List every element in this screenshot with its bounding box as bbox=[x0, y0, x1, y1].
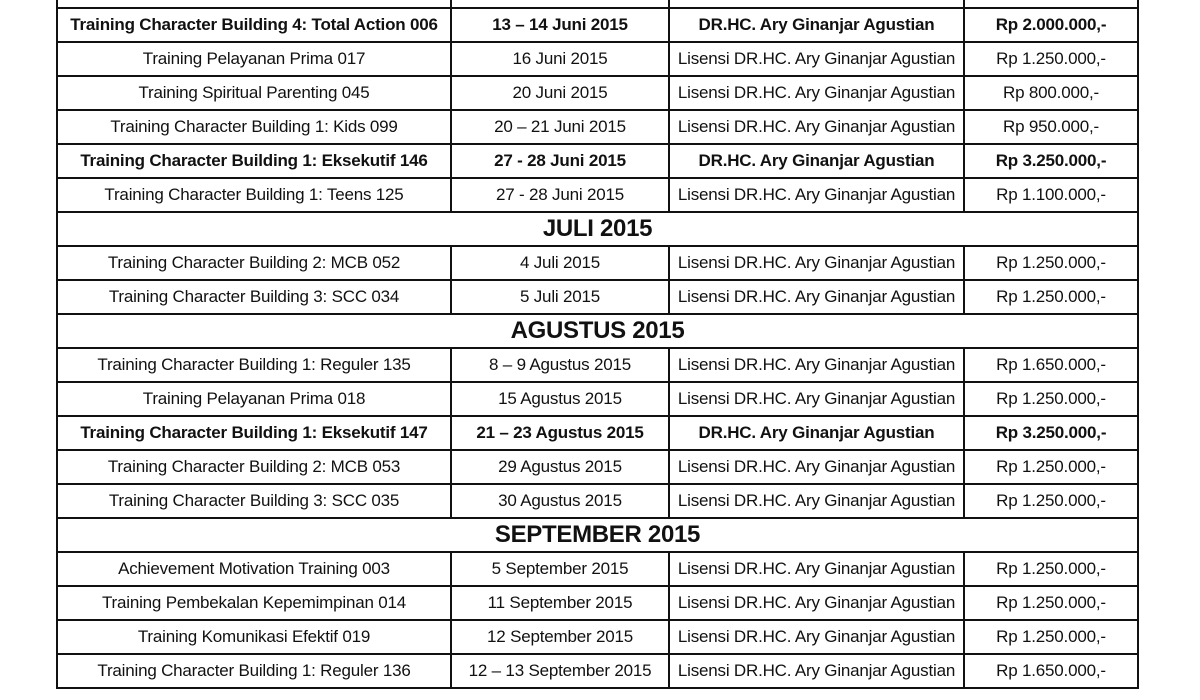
training-date-cell: 29 Agustus 2015 bbox=[451, 450, 669, 484]
training-name-cell: Training Character Building 2: MCB 052 bbox=[57, 246, 451, 280]
table-row bbox=[57, 110, 1138, 144]
trainer-cell: Lisensi DR.HC. Ary Ginanjar Agustian bbox=[669, 654, 964, 688]
trainer-cell: Lisensi DR.HC. Ary Ginanjar Agustian bbox=[669, 76, 964, 110]
price-cell: Rp 2.000.000,- bbox=[964, 8, 1138, 42]
trainer-cell: DR.HC. Ary Ginanjar Agustian bbox=[669, 416, 964, 450]
trainer-cell: DR.HC. Ary Ginanjar Agustian bbox=[669, 8, 964, 42]
table-row bbox=[57, 552, 1138, 586]
training-date-cell: 30 Agustus 2015 bbox=[451, 484, 669, 518]
training-name-cell: Training Pelayanan Prima 018 bbox=[57, 382, 451, 416]
price-cell: Rp 1.250.000,- bbox=[964, 382, 1138, 416]
training-name-cell: Training Character Building 3: SCC 034 bbox=[57, 280, 451, 314]
training-date-cell: 5 September 2015 bbox=[451, 552, 669, 586]
price-cell: Rp 1.250.000,- bbox=[964, 280, 1138, 314]
training-date-cell: 12 – 13 September 2015 bbox=[451, 654, 669, 688]
training-name-cell: Training Pembekalan Kepemimpinan 014 bbox=[57, 586, 451, 620]
month-header: SEPTEMBER 2015 bbox=[57, 518, 1138, 552]
training-name-cell: Training Character Building 1: Teens 125 bbox=[57, 178, 451, 212]
training-date-cell: 8 – 9 Agustus 2015 bbox=[451, 348, 669, 382]
table-row bbox=[57, 654, 1138, 688]
training-name-cell: Training Character Building 3: SCC 035 bbox=[57, 484, 451, 518]
training-name-cell bbox=[57, 0, 451, 8]
month-header: JULI 2015 bbox=[57, 212, 1138, 246]
training-date-cell: 27 - 28 Juni 2015 bbox=[451, 178, 669, 212]
training-date-cell: 16 Juni 2015 bbox=[451, 42, 669, 76]
table-row bbox=[57, 280, 1138, 314]
training-name-cell: Training Spiritual Parenting 045 bbox=[57, 76, 451, 110]
trainer-cell: Lisensi DR.HC. Ary Ginanjar Agustian bbox=[669, 110, 964, 144]
training-date-cell: 13 – 14 Juni 2015 bbox=[451, 8, 669, 42]
training-schedule-table bbox=[56, 0, 1139, 689]
table-row bbox=[57, 484, 1138, 518]
training-date-cell: 11 September 2015 bbox=[451, 586, 669, 620]
training-name-cell: Training Character Building 1: Reguler 136 bbox=[57, 654, 451, 688]
table-row bbox=[57, 586, 1138, 620]
price-cell: Rp 1.250.000,- bbox=[964, 450, 1138, 484]
training-date-cell: 21 – 23 Agustus 2015 bbox=[451, 416, 669, 450]
training-name-cell: Training Character Building 1: Eksekutif 146 bbox=[57, 144, 451, 178]
trainer-cell: Lisensi DR.HC. Ary Ginanjar Agustian bbox=[669, 246, 964, 280]
table-row bbox=[57, 382, 1138, 416]
price-cell: Rp 1.250.000,- bbox=[964, 552, 1138, 586]
trainer-cell: Lisensi DR.HC. Ary Ginanjar Agustian bbox=[669, 620, 964, 654]
training-date-cell: 4 Juli 2015 bbox=[451, 246, 669, 280]
price-cell: Rp 1.100.000,- bbox=[964, 178, 1138, 212]
price-cell: Rp 1.650.000,- bbox=[964, 654, 1138, 688]
table-row bbox=[57, 0, 1138, 8]
trainer-cell: Lisensi DR.HC. Ary Ginanjar Agustian bbox=[669, 178, 964, 212]
table-row bbox=[57, 348, 1138, 382]
training-schedule-body bbox=[57, 0, 1138, 688]
training-name-cell: Achievement Motivation Training 003 bbox=[57, 552, 451, 586]
month-header-row bbox=[57, 518, 1138, 552]
trainer-cell: Lisensi DR.HC. Ary Ginanjar Agustian bbox=[669, 586, 964, 620]
training-date-cell bbox=[451, 0, 669, 8]
table-row bbox=[57, 144, 1138, 178]
price-cell: Rp 1.250.000,- bbox=[964, 42, 1138, 76]
trainer-cell: Lisensi DR.HC. Ary Ginanjar Agustian bbox=[669, 450, 964, 484]
price-cell: Rp 1.250.000,- bbox=[964, 246, 1138, 280]
training-date-cell: 12 September 2015 bbox=[451, 620, 669, 654]
training-date-cell: 15 Agustus 2015 bbox=[451, 382, 669, 416]
price-cell: Rp 800.000,- bbox=[964, 76, 1138, 110]
month-header: AGUSTUS 2015 bbox=[57, 314, 1138, 348]
training-date-cell: 20 Juni 2015 bbox=[451, 76, 669, 110]
table-row bbox=[57, 246, 1138, 280]
trainer-cell: Lisensi DR.HC. Ary Ginanjar Agustian bbox=[669, 552, 964, 586]
price-cell: Rp 3.250.000,- bbox=[964, 144, 1138, 178]
table-row bbox=[57, 178, 1138, 212]
price-cell: Rp 950.000,- bbox=[964, 110, 1138, 144]
training-name-cell: Training Character Building 4: Total Action 006 bbox=[57, 8, 451, 42]
table-row bbox=[57, 8, 1138, 42]
price-cell: Rp 1.250.000,- bbox=[964, 586, 1138, 620]
price-cell: Rp 3.250.000,- bbox=[964, 416, 1138, 450]
trainer-cell bbox=[669, 0, 964, 8]
trainer-cell: Lisensi DR.HC. Ary Ginanjar Agustian bbox=[669, 382, 964, 416]
table-row bbox=[57, 42, 1138, 76]
training-date-cell: 20 – 21 Juni 2015 bbox=[451, 110, 669, 144]
month-header-row bbox=[57, 212, 1138, 246]
trainer-cell: Lisensi DR.HC. Ary Ginanjar Agustian bbox=[669, 484, 964, 518]
table-row bbox=[57, 76, 1138, 110]
training-date-cell: 27 - 28 Juni 2015 bbox=[451, 144, 669, 178]
price-cell bbox=[964, 0, 1138, 8]
trainer-cell: Lisensi DR.HC. Ary Ginanjar Agustian bbox=[669, 280, 964, 314]
training-name-cell: Training Pelayanan Prima 017 bbox=[57, 42, 451, 76]
price-cell: Rp 1.650.000,- bbox=[964, 348, 1138, 382]
month-header-row bbox=[57, 314, 1138, 348]
training-name-cell: Training Character Building 1: Eksekutif 147 bbox=[57, 416, 451, 450]
table-row bbox=[57, 620, 1138, 654]
training-date-cell: 5 Juli 2015 bbox=[451, 280, 669, 314]
trainer-cell: DR.HC. Ary Ginanjar Agustian bbox=[669, 144, 964, 178]
training-name-cell: Training Character Building 1: Reguler 135 bbox=[57, 348, 451, 382]
price-cell: Rp 1.250.000,- bbox=[964, 484, 1138, 518]
training-name-cell: Training Character Building 1: Kids 099 bbox=[57, 110, 451, 144]
trainer-cell: Lisensi DR.HC. Ary Ginanjar Agustian bbox=[669, 42, 964, 76]
training-name-cell: Training Character Building 2: MCB 053 bbox=[57, 450, 451, 484]
trainer-cell: Lisensi DR.HC. Ary Ginanjar Agustian bbox=[669, 348, 964, 382]
training-name-cell: Training Komunikasi Efektif 019 bbox=[57, 620, 451, 654]
table-row bbox=[57, 450, 1138, 484]
price-cell: Rp 1.250.000,- bbox=[964, 620, 1138, 654]
table-row bbox=[57, 416, 1138, 450]
